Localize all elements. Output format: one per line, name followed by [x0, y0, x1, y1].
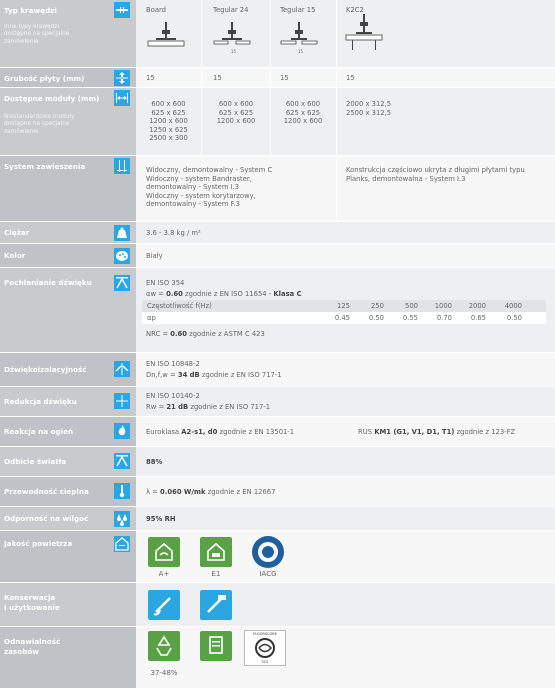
freq-1000: 1000: [434, 302, 452, 310]
freq-4000: 4000: [504, 302, 522, 310]
cert-iacg-caption: IACG: [259, 570, 277, 578]
insulation-label-cell: [0, 353, 136, 387]
floorscore-badge-sub: SCS: [261, 660, 269, 664]
suspension-label: System zawieszenia: [4, 162, 86, 171]
reduction-values: [136, 387, 555, 417]
renew-label-1: Odnawialność: [4, 637, 61, 646]
module-t24-2: 625 x 625: [218, 108, 254, 117]
floorscore-badge-text: FLOORSCORE: [253, 632, 277, 636]
modules-label: Dostępne moduły (mm): [4, 94, 100, 103]
alpha-p-label: αp: [147, 314, 156, 322]
reflect-label-cell: [0, 447, 136, 477]
row-suspension: [0, 156, 555, 222]
air-label-cell: [0, 531, 136, 583]
sound-reduction-icon: [114, 393, 130, 409]
modules-label-cell: [0, 88, 136, 156]
humidity-drops-icon: [114, 511, 130, 527]
row-thickness: [0, 68, 555, 88]
reflect-values: [136, 447, 555, 477]
humidity-values: [136, 507, 555, 531]
edge-type-k2c2: K2C2: [346, 6, 364, 14]
edge-sub-1: Inne typy krawędzi: [4, 24, 60, 30]
fire-euroclass: Euroklasa A2-s1, d0 zgodnie z EN 13501-1: [146, 428, 295, 436]
thermal-label: Przewodność cieplna: [4, 487, 89, 496]
reduction-label-cell: [0, 387, 136, 417]
reflect-label: Odbicie światła: [4, 457, 67, 466]
module-k2c2-2: 2500 x 312,5: [346, 108, 392, 117]
modules-sub-2: dostępne na specjalne: [4, 121, 70, 128]
cert-e1-badge: [200, 537, 232, 567]
cert-iacg-badge: [252, 536, 284, 568]
absorption-values: [136, 268, 555, 353]
row-modules: [0, 88, 555, 156]
fire-rus: RUS KM1 (G1, V1, D1, T1) zgodnie z 123-FZ: [358, 428, 516, 436]
absorption-label-cell: [0, 268, 136, 353]
care-values: [136, 583, 555, 627]
module-t15-2: 625 x 625: [285, 108, 321, 117]
renew-caption: 37-48%: [150, 669, 178, 677]
suspension-right-2: Planks, demontowalna - System I.3: [346, 174, 466, 183]
weight-value: 3.6 - 3.8 kg / m²: [146, 229, 201, 237]
tegular-24-edge-diagram: [212, 22, 252, 56]
insulation-value-line: Dn,f,w = 34 dB zgodnie z EN ISO 717-1: [146, 371, 282, 379]
edge-label: Typ krawędzi: [4, 6, 57, 15]
edge-values: [136, 0, 555, 68]
edge-type-tegular-24: Tegular 24: [213, 6, 249, 14]
suspension-left-2: Widoczny - system Bandraster,: [146, 174, 252, 183]
thermal-value: λ = 0.060 W/mk zgodnie z EN 12667: [146, 488, 276, 496]
freq-125: 125: [337, 302, 350, 310]
module-k2c2-1: 2000 x 312,5: [346, 100, 392, 108]
suspension-icon: [114, 158, 130, 174]
fire-label: Reakcja na ogień: [4, 427, 74, 436]
alpha-2000: 0.65: [470, 314, 486, 322]
air-quality-icon: [114, 536, 130, 552]
board-edge-diagram: [146, 22, 186, 56]
thickness-label-cell: [0, 68, 136, 88]
row-renewability: [0, 627, 555, 689]
row-air-quality: [0, 531, 555, 583]
edge-type-board: Board: [146, 6, 166, 14]
recycle-badge: [148, 631, 180, 661]
palette-icon: [114, 248, 130, 264]
tegular-15-dim: 15: [298, 49, 304, 54]
reduction-value-line: Rw = 21 dB zgodnie z EN ISO 717-1: [146, 403, 271, 411]
thermometer-icon: [114, 483, 130, 499]
fire-values: [136, 417, 555, 447]
floorscore-badge: [244, 630, 286, 666]
edge-profile-icon: [114, 2, 130, 18]
weight-icon: [114, 225, 130, 241]
epd-badge: [200, 631, 232, 661]
module-board-3: 1200 x 600: [149, 117, 188, 125]
row-sound-absorption: [0, 268, 555, 353]
fire-label-cell: [0, 417, 136, 447]
thickness-board: 15: [146, 74, 155, 82]
frequency-label: Częstotliwość f(Hz): [147, 302, 212, 310]
edge-sub-3: zamówienie: [4, 38, 39, 45]
alpha-125: 0.45: [334, 314, 350, 322]
reflect-value: 88%: [146, 458, 163, 466]
module-board-5: 2500 x 300: [149, 134, 188, 142]
alpha-1000: 0.70: [436, 314, 452, 322]
sound-insulation-icon: [114, 361, 130, 377]
alpha-4000: 0.50: [506, 314, 522, 322]
color-label: Kolor: [4, 251, 26, 260]
cleaning-sponge-icon: [200, 590, 232, 620]
module-board-4: 1250 x 625: [149, 125, 188, 134]
air-label: Jakość powietrza: [4, 539, 73, 548]
row-edge-type: [0, 0, 555, 68]
cert-a-plus-caption: A+: [158, 570, 170, 578]
thickness-label: Grubość płyty (mm): [4, 74, 85, 83]
module-t24-1: 600 x 600: [218, 100, 254, 108]
suspension-values: [136, 156, 555, 222]
suspension-left-5: demontowalny - System F.3: [146, 200, 240, 208]
suspension-left-3: demontowalny - System I.3: [146, 183, 240, 191]
fire-icon: [114, 423, 130, 439]
thickness-arrows-icon: [114, 70, 130, 86]
module-size-icon: [114, 90, 130, 106]
edge-label-cell: [0, 0, 136, 68]
row-fire: [0, 417, 555, 447]
color-value: Biały: [146, 252, 163, 260]
cert-a-plus-badge: [148, 537, 180, 567]
frequency-header-row: [142, 300, 546, 312]
modules-values: [136, 88, 555, 156]
insulation-values: [136, 353, 555, 387]
thickness-values: [136, 68, 555, 88]
sound-absorption-icon: [114, 275, 130, 291]
care-label-2: i użytkowanie: [4, 603, 60, 612]
weight-label: Ciężar: [4, 228, 30, 237]
freq-2000: 2000: [468, 302, 486, 310]
thickness-t24: 15: [213, 74, 222, 82]
row-weight: [0, 222, 555, 244]
renew-label-cell: [0, 627, 136, 689]
modules-sub-3: zamówienie: [4, 128, 39, 135]
freq-250: 250: [371, 302, 384, 310]
row-color: [0, 244, 555, 268]
thickness-k2c2: 15: [346, 74, 355, 82]
row-sound-insulation: [0, 353, 555, 387]
freq-500: 500: [405, 302, 418, 310]
humidity-label: Odporność na wilgoć: [4, 514, 89, 523]
row-sound-reduction: [0, 387, 555, 417]
suspension-left-4: Widoczny - system korytarzowy,: [146, 191, 256, 200]
alpha-250: 0.50: [368, 314, 384, 322]
cert-e1-caption: E1: [211, 570, 221, 578]
absorption-alpha-line: αw = 0.60 zgodnie z EN ISO 11654 - Klasa C: [146, 290, 302, 298]
cleaning-brush-icon: [148, 590, 180, 620]
alpha-values-row: [142, 312, 546, 324]
renew-label-2: zasobów: [4, 647, 39, 656]
thermal-label-cell: [0, 477, 136, 507]
module-t15-1: 600 x 600: [285, 100, 321, 108]
reduction-standard: EN ISO 10140-2: [146, 392, 200, 400]
tegular-24-dim: 15: [231, 49, 237, 54]
module-t24-3: 1200 x 600: [216, 117, 256, 125]
row-maintenance: [0, 583, 555, 627]
light-reflection-icon: [114, 453, 130, 469]
absorption-label: Pochłanianie dźwięku: [4, 278, 92, 287]
insulation-standard: EN ISO 10848-2: [146, 360, 200, 368]
absorption-standard: EN ISO 354: [146, 279, 185, 287]
weight-values: [136, 222, 555, 244]
row-light-reflection: [0, 447, 555, 477]
module-board-1: 600 x 600: [151, 100, 186, 108]
color-values: [136, 244, 555, 268]
insulation-label: Dźwiękoizolacyjność: [4, 365, 87, 374]
suspension-right-1: Konstrukcja częściowo ukryta z długimi płytami typu: [346, 166, 525, 174]
humidity-label-cell: [0, 507, 136, 531]
module-t15-3: 1200 x 600: [283, 117, 323, 125]
suspension-label-cell: [0, 156, 136, 222]
row-thermal: [0, 477, 555, 507]
reduction-label: Redukcja dźwięku: [4, 397, 77, 406]
module-board-2: 625 x 625: [151, 108, 186, 117]
care-label-1: Konserwacja: [4, 593, 56, 602]
k2c2-edge-diagram: [344, 14, 384, 54]
suspension-left-1: Widoczny, demontowalny - System C: [146, 166, 273, 174]
tegular-15-edge-diagram: [279, 22, 319, 56]
thermal-values: [136, 477, 555, 507]
edge-sub-2: dostępne na specjalne: [4, 31, 70, 38]
alpha-500: 0.55: [402, 314, 418, 322]
renew-values: [136, 627, 555, 689]
modules-sub-1: Niestandardowe moduły: [4, 114, 75, 120]
weight-label-cell: [0, 222, 136, 244]
humidity-value: 95% RH: [146, 515, 176, 523]
air-values: [136, 531, 555, 583]
care-label-cell: [0, 583, 136, 627]
color-label-cell: [0, 244, 136, 268]
edge-type-tegular-15: Tegular 15: [280, 6, 316, 14]
row-humidity: [0, 507, 555, 531]
thickness-t15: 15: [280, 74, 289, 82]
nrc-line: NRC = 0.60 zgodnie z ASTM C 423: [146, 330, 265, 338]
